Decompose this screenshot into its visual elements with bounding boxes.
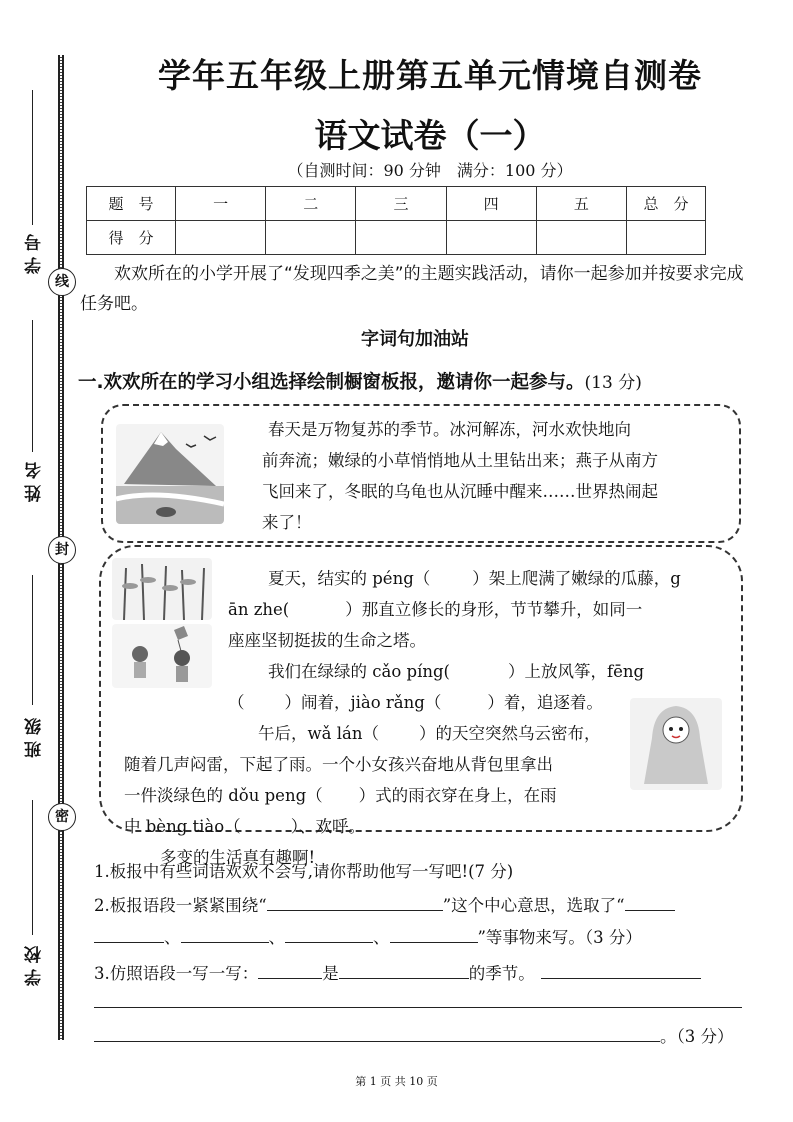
summer-line-8: 一件淡绿色的 dǒu peng（ ）式的雨衣穿在身上，在雨 [124, 786, 557, 805]
school-label: 学校 [25, 940, 45, 986]
page-subtitle-title: 语文试卷（一） [314, 116, 546, 155]
exam-info: （自测时间：90 分钟 满分：100 分） [287, 161, 573, 180]
score-cell[interactable] [176, 221, 266, 255]
name-label: 姓名 [25, 456, 45, 502]
student-no-label: 学号 [25, 228, 45, 274]
class-line[interactable] [32, 575, 33, 705]
score-cell[interactable] [536, 221, 626, 255]
corn-field-illustration [112, 558, 212, 620]
sub-question-3-end: 。（3 分） [94, 1023, 734, 1047]
spring-line: 飞回来了，冬眠的乌龟也从沉睡中醒来……世界热闹起 [262, 482, 658, 501]
answer-blank[interactable] [390, 924, 478, 943]
sub-question-2-continued: 、 、 、 ”等事物来写。（3 分） [94, 924, 642, 948]
score-cell[interactable] [356, 221, 446, 255]
sub-question-3: 3.仿照语段一写一写： 是 的季节。 [94, 960, 701, 984]
score-table [86, 186, 706, 255]
summer-line-6: 午后，wǎ lán（ ）的天空突然乌云密布， [258, 724, 601, 743]
score-header-cell: 题 号 [87, 187, 176, 221]
kite-children-illustration [112, 624, 212, 688]
summer-line-3: 座座坚韧挺拔的生命之塔。 [228, 631, 426, 650]
score-header-cell: 三 [356, 187, 446, 221]
page-title: 学年五年级上册第五单元情境自测卷 [158, 56, 702, 95]
score-table-header-row [87, 187, 706, 221]
summer-line-2: ān zhe( ）那直立修长的身形，节节攀升，如同一 [228, 600, 643, 619]
question-1-text: 一.欢欢所在的学习小组选择绘制橱窗板报，邀请你一起参与。 [78, 372, 585, 393]
score-header-cell: 总 分 [627, 187, 706, 221]
question-1 [78, 368, 758, 398]
summer-line-10: 多变的生活真有趣啊! [160, 848, 316, 867]
mountain-river-illustration [116, 424, 224, 524]
class-label: 班级 [25, 712, 45, 758]
girl-raincoat-illustration [630, 698, 722, 790]
answer-blank[interactable] [625, 892, 675, 911]
spring-line: 来了！ [262, 513, 312, 532]
answer-blank[interactable] [94, 924, 164, 943]
score-cell[interactable] [446, 221, 536, 255]
answer-blank[interactable] [339, 960, 469, 979]
binding-mark-seal: 封 [48, 536, 76, 564]
summer-line-1: 夏天，结实的 péng（ ）架上爬满了嫩绿的瓜藤，g [268, 569, 681, 588]
answer-blank[interactable] [258, 960, 322, 979]
score-cell[interactable] [266, 221, 356, 255]
page-footer: 第 1 页 共 10 页 [355, 1075, 438, 1088]
section-title: 字词句加油站 [361, 329, 469, 350]
answer-line[interactable] [94, 1007, 742, 1008]
summer-line-5: （ ）闹着，jiào rǎng（ ）着，追逐着。 [228, 693, 603, 712]
question-1-points: (13 分) [584, 373, 642, 393]
sub-question-2: 2.板报语段一紧紧围绕“ ”这个中心意思，选取了“ [94, 892, 675, 916]
spring-line: 春天是万物复苏的季节。冰河解冻，河水欢快地向 [268, 420, 631, 439]
spring-line: 前奔流；嫩绿的小草悄悄地从土里钻出来；燕子从南方 [262, 451, 658, 470]
intro-paragraph: 欢欢所在的小学开展了“发现四季之美”的主题实践活动，请你一起参加并按要求完成任务吧。 [80, 264, 744, 314]
score-table-score-row [87, 221, 706, 255]
summer-line-7: 随着几声闷雷，下起了雨。一个小女孩兴奋地从背包里拿出 [124, 755, 553, 774]
answer-blank[interactable] [541, 960, 701, 979]
score-row-label: 得 分 [87, 221, 176, 255]
answer-blank[interactable] [285, 924, 373, 943]
binding-mark-secret: 密 [48, 803, 76, 831]
score-header-cell: 二 [266, 187, 356, 221]
score-header-cell: 五 [536, 187, 626, 221]
score-header-cell: 四 [446, 187, 536, 221]
answer-blank[interactable] [267, 892, 443, 911]
sub-question-1: 1.板报中有些词语欢欢不会写,请你帮助他写一写吧!(7 分) [94, 862, 514, 881]
name-line[interactable] [32, 320, 33, 452]
summer-line-4: 我们在绿绿的 cǎo píng( ）上放风筝，fēng [268, 662, 645, 681]
score-header-cell: 一 [176, 187, 266, 221]
answer-blank[interactable] [94, 1023, 660, 1042]
binding-mark-line: 线 [48, 268, 76, 296]
school-line[interactable] [32, 800, 33, 935]
student-no-line[interactable] [32, 90, 33, 225]
score-cell[interactable] [627, 221, 706, 255]
summer-line-9: 中 bèng tiào（ ）、欢呼。 [124, 817, 365, 836]
answer-blank[interactable] [181, 924, 269, 943]
